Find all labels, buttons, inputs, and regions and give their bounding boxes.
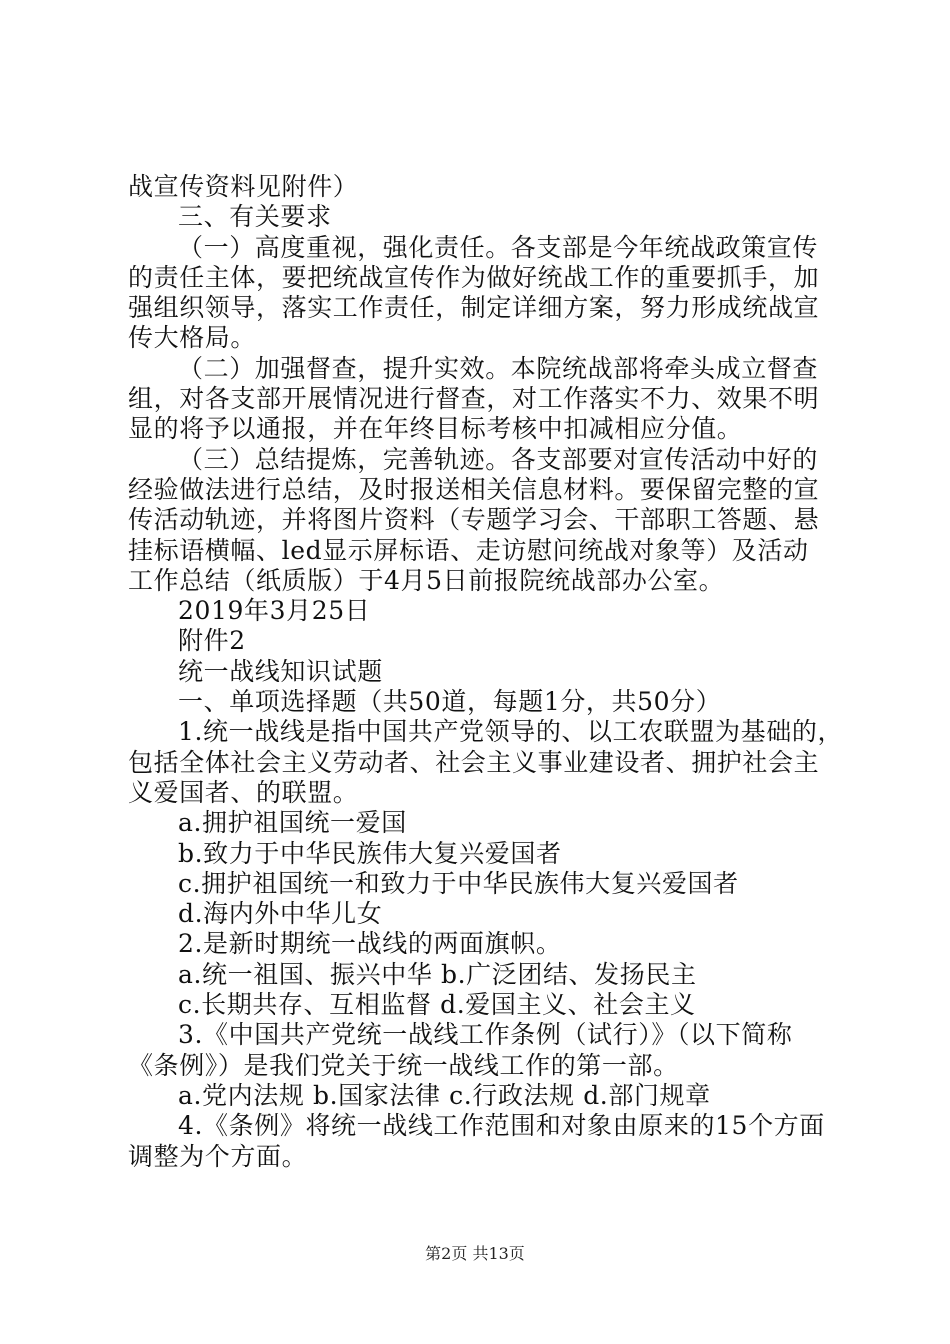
- answer-option: c.拥护祖国统一和致力于中华民族伟大复兴爱国者: [178, 868, 739, 898]
- date-line: 2019年3月25日: [178, 596, 371, 626]
- question-line: 1.统一战线是指中国共产党领导的、以工农联盟为基础的，: [178, 717, 844, 747]
- body-line: 经验做法进行总结，及时报送相关信息材料。要保留完整的宣: [128, 474, 820, 504]
- body-line: 的责任主体，要把统战宣传作为做好统战工作的重要抓手，加: [128, 262, 820, 292]
- answer-option: c.长期共存、互相监督 d.爱国主义、社会主义: [178, 990, 696, 1020]
- question-line: 4.《条例》将统一战线工作范围和对象由原来的15个方面: [178, 1111, 825, 1141]
- question-line: 包括全体社会主义劳动者、社会主义事业建设者、拥护社会主: [128, 747, 820, 777]
- body-line: （二）加强督查，提升实效。本院统战部将牵头成立督查: [178, 353, 819, 383]
- body-line: 显的将予以通报，并在年终目标考核中扣减相应分值。: [128, 414, 743, 444]
- answer-option: a.党内法规 b.国家法律 c.行政法规 d.部门规章: [178, 1080, 711, 1110]
- attachment-label: 附件2: [178, 626, 246, 656]
- body-line: 工作总结（纸质版）于4月5日前报院统战部办公室。: [128, 565, 725, 595]
- question-line: 义爱国者、的联盟。: [128, 777, 359, 807]
- question-line: 《条例》）是我们党关于统一战线工作的第一部。: [128, 1050, 679, 1080]
- question-line: 调整为个方面。: [128, 1141, 308, 1171]
- question-line: 2.是新时期统一战线的两面旗帜。: [178, 929, 562, 959]
- answer-option: a.统一祖国、振兴中华 b.广泛团结、发扬民主: [178, 959, 697, 989]
- body-line: 挂标语横幅、led显示屏标语、走访慰问统战对象等）及活动: [128, 535, 809, 565]
- body-line: （三）总结提炼，完善轨迹。各支部要对宣传活动中好的: [178, 444, 819, 474]
- quiz-section-heading: 一、单项选择题（共50道，每题1分，共50分）: [178, 687, 722, 717]
- quiz-title: 统一战线知识试题: [178, 656, 383, 686]
- body-line: 组，对各支部开展情况进行督查，对工作落实不力、效果不明: [128, 384, 820, 414]
- body-line: （一）高度重视，强化责任。各支部是今年统战政策宣传: [178, 232, 819, 262]
- body-line: 强组织领导，落实工作责任，制定详细方案，努力形成统战宣: [128, 293, 820, 323]
- body-line: 传大格局。: [128, 323, 257, 353]
- page-footer: [0, 1244, 950, 1264]
- answer-option: b.致力于中华民族伟大复兴爱国者: [178, 838, 562, 868]
- page-number: 第2页 共13页: [425, 1244, 525, 1263]
- body-line: 传活动轨迹，并将图片资料（专题学习会、干部职工答题、悬: [128, 505, 820, 535]
- answer-option: a.拥护祖国统一爱国: [178, 808, 407, 838]
- document-body: [128, 172, 844, 1172]
- body-line: 战宣传资料见附件）: [128, 172, 359, 201]
- question-line: 3.《中国共产党统一战线工作条例（试行）》（以下简称: [178, 1020, 793, 1050]
- answer-option: d.海内外中华儿女: [178, 899, 383, 929]
- section-heading: 三、有关要求: [178, 202, 332, 232]
